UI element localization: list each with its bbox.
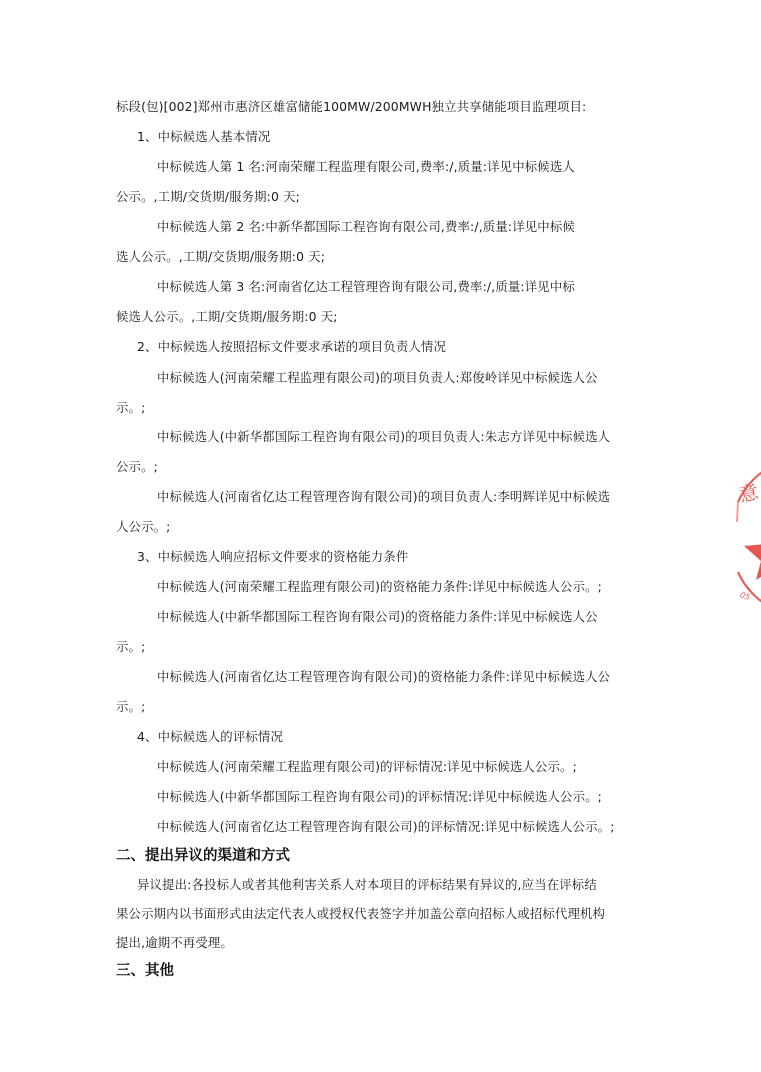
seal-character: 意 (737, 481, 761, 507)
leader-1-line-1: 中标候选人(河南荣耀工程监理有限公司)的项目负责人:郑俊岭详见中标候选人公 (157, 370, 598, 385)
candidate-1-line-2: 公示。,工期/交货期/服务期:0 天; (116, 189, 300, 204)
leader-3-line-2: 人公示。; (116, 519, 171, 534)
subsection-heading-evaluation: 4、中标候选人的评标情况 (137, 729, 283, 744)
leader-3-line-1: 中标候选人(河南省亿达工程管理咨询有限公司)的项目负责人:李明辉详见中标候选 (157, 489, 611, 504)
official-seal-stamp (736, 462, 761, 612)
qualification-2-line-1: 中标候选人(中新华都国际工程咨询有限公司)的资格能力条件:详见中标候选人公 (157, 609, 598, 624)
leader-2-line-1: 中标候选人(中新华都国际工程咨询有限公司)的项目负责人:朱志方详见中标候选人 (157, 429, 611, 444)
candidate-2-line-1: 中标候选人第 2 名:中新华都国际工程咨询有限公司,费率:/,质量:详见中标候 (157, 219, 575, 234)
seal-star (744, 524, 761, 580)
candidate-2-line-2: 选人公示。,工期/交货期/服务期:0 天; (116, 249, 326, 264)
qualification-2-line-2: 示。; (116, 639, 146, 654)
subsection-heading-qualification: 3、中标候选人响应招标文件要求的资格能力条件 (137, 549, 409, 564)
leader-1-line-2: 示。; (116, 400, 146, 415)
evaluation-3: 中标候选人(河南省亿达工程管理咨询有限公司)的评标情况:详见中标候选人公示。; (157, 819, 615, 834)
objection-line-1: 异议提出:各投标人或者其他利害关系人对本项目的评标结果有异议的,应当在评标结 (137, 877, 597, 892)
subsection-heading-project-leader: 2、中标候选人按照招标文件要求承诺的项目负责人情况 (137, 339, 447, 354)
leader-2-line-2: 公示。; (116, 459, 158, 474)
qualification-1-line-1: 中标候选人(河南荣耀工程监理有限公司)的资格能力条件:详见中标候选人公示。; (157, 579, 602, 594)
evaluation-2: 中标候选人(中新华都国际工程咨询有限公司)的评标情况:详见中标候选人公示。; (157, 789, 602, 804)
seal-digits: 05 (738, 590, 752, 603)
candidate-1-line-1: 中标候选人第 1 名:河南荣耀工程监理有限公司,费率:/,质量:详见中标候选人 (157, 159, 575, 174)
section-title: 标段(包)[002]郑州市惠济区雄富储能100MW/200MWH独立共享储能项目监理项目: (116, 99, 587, 114)
evaluation-1: 中标候选人(河南荣耀工程监理有限公司)的评标情况:详见中标候选人公示。; (157, 759, 577, 774)
subsection-heading-basic-info: 1、中标候选人基本情况 (137, 129, 271, 144)
qualification-3-line-1: 中标候选人(河南省亿达工程管理咨询有限公司)的资格能力条件:详见中标候选人公 (157, 669, 611, 684)
candidate-3-line-2: 候选人公示。,工期/交货期/服务期:0 天; (116, 309, 338, 324)
qualification-3-line-2: 示。; (116, 699, 146, 714)
objection-line-3: 提出,逾期不再受理。 (116, 935, 233, 950)
section-heading-other: 三、其他 (116, 963, 174, 979)
objection-line-2: 果公示期内以书面形式由法定代表人或授权代表签字并加盖公章向招标人或招标代理机构 (116, 906, 606, 921)
section-heading-objection: 二、提出异议的渠道和方式 (116, 848, 290, 864)
candidate-3-line-1: 中标候选人第 3 名:河南省亿达工程管理咨询有限公司,费率:/,质量:详见中标 (157, 279, 575, 294)
